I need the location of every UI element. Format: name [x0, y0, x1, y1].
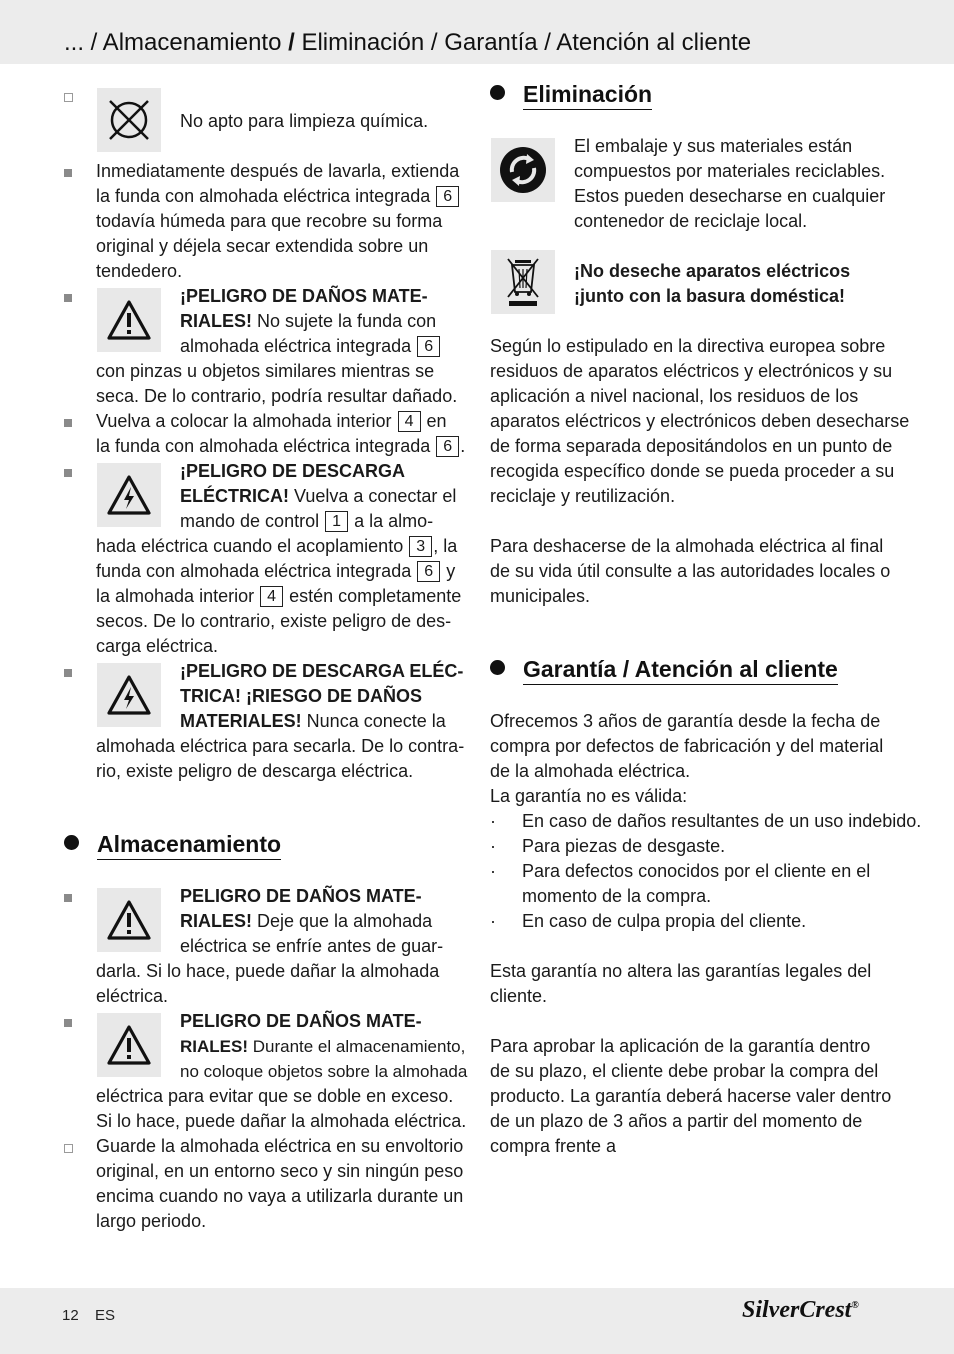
warning-line: almohada eléctrica para secarla. De lo contra- [96, 736, 465, 756]
language-code: ES [95, 1307, 116, 1324]
title-part-storage: ... / Almacenamiento [64, 29, 282, 56]
exclusion-marker: · [490, 836, 496, 856]
proof-line: Para aprobar la aplicación de la garantía dentro [490, 1036, 871, 1056]
warranty-line: La garantía no es válida: [490, 786, 688, 806]
square-bullet [64, 169, 72, 177]
exclusion-item: En caso de culpa propia del cliente. [522, 911, 807, 931]
warning-line: MATERIALES! Nunca conecte la [180, 711, 446, 731]
hollow-bullet [64, 1144, 73, 1153]
paragraph-line: largo periodo. [96, 1211, 207, 1231]
section-heading-warranty: Garantía / Atención al cliente [490, 654, 838, 684]
end-of-life-line: Para deshacerse de la almohada eléctrica al final [490, 536, 884, 556]
page-header [0, 0, 954, 64]
warranty-line: Ofrecemos 3 años de garantía desde la fecha de [490, 711, 881, 731]
paragraph-line: tendedero. [96, 261, 183, 281]
exclusion-marker: · [490, 861, 496, 881]
page-title [64, 27, 751, 59]
warning-line: ¡PELIGRO DE DAÑOS MATE- [180, 286, 428, 306]
proof-line: compra frente a [490, 1136, 617, 1156]
exclusion-marker: · [490, 911, 496, 931]
warning-line: ¡PELIGRO DE DESCARGA ELÉC- [180, 661, 464, 681]
directive-line: residuos de aparatos eléctricos y electrónicos y su [490, 361, 893, 381]
electric-hazard-icon [97, 463, 161, 527]
part-number-badge: 6 [436, 436, 459, 457]
paragraph-line: original, en un entorno seco y sin ningún peso [96, 1161, 464, 1181]
proof-line: de un plazo de 3 años a partir del momento de [490, 1111, 863, 1131]
directive-line: de forma separada depositándolos en un punto de [490, 436, 893, 456]
square-bullet [64, 469, 72, 477]
warning-line: mando de control 1 a la almo- [180, 511, 434, 531]
proof-line: producto. La garantía deberá hacerse valer dentro [490, 1086, 892, 1106]
section-heading-storage: Almacenamiento [64, 829, 281, 859]
warning-line: almohada eléctrica integrada 6 [180, 334, 441, 359]
hollow-bullet [64, 93, 73, 102]
exclusion-item: momento de la compra. [522, 886, 712, 906]
page-footer [0, 1288, 954, 1354]
heading-bullet-dot [490, 85, 505, 100]
recycle-text-line: contenedor de reciclaje local. [574, 211, 808, 231]
paragraph-line: original y déjela secar extendida sobre un [96, 236, 429, 256]
no-dry-clean-text: No apto para limpieza química. [180, 111, 429, 131]
paragraph-line: Inmediatamente después de lavarla, extienda [96, 161, 460, 181]
electric-hazard-icon [97, 663, 161, 727]
paragraph-line: Vuelva a colocar la almohada interior 4 en [96, 411, 447, 431]
directive-line: recogida específico donde se pueda proceder a su [490, 461, 895, 481]
warning-line: hada eléctrica cuando el acoplamiento 3 , la [96, 536, 458, 556]
warning-line: eléctrica. [96, 986, 169, 1006]
square-bullet [64, 419, 72, 427]
square-bullet [64, 894, 72, 902]
warning-triangle-icon [97, 288, 161, 352]
warning-line: TRICA! ¡RIESGO DE DAÑOS [180, 686, 423, 706]
heading-bullet-dot [490, 660, 505, 675]
part-number-badge: 3 [409, 536, 432, 557]
warning-line: Si lo hace, puede dañar la almohada eléctrica. [96, 1111, 467, 1131]
warranty-line: de la almohada eléctrica. [490, 761, 691, 781]
warning-line: la almohada interior 4 estén completamente [96, 586, 462, 606]
warning-line: carga eléctrica. [96, 636, 219, 656]
warning-line: ELÉCTRICA! Vuelva a conectar el [180, 486, 457, 506]
part-number-badge: 4 [260, 586, 283, 607]
recycle-text-line: Estos pueden desecharse en cualquier [574, 186, 886, 206]
part-number-badge: 4 [398, 411, 421, 432]
proof-line: de su plazo, el cliente debe probar la compra del [490, 1061, 879, 1081]
no-dry-clean-icon [97, 88, 161, 152]
square-bullet [64, 1019, 72, 1027]
warning-line: RIALES! Deje que la almohada [180, 911, 433, 931]
end-of-life-line: de su vida útil consulte a las autoridades locales o [490, 561, 891, 581]
warning-line: ¡PELIGRO DE DESCARGA [180, 461, 406, 481]
weee-warning-line: ¡junto con la basura doméstica! [574, 286, 846, 306]
square-bullet [64, 669, 72, 677]
paragraph-line: encima cuando no vaya a utilizarla durante un [96, 1186, 464, 1206]
paragraph-line: la funda con almohada eléctrica integrada 6 . [96, 436, 466, 456]
heading-bullet-dot [64, 835, 79, 850]
page-number: 12 [62, 1307, 79, 1324]
paragraph-line: todavía húmeda para que recobre su forma [96, 211, 443, 231]
weee-warning-line: ¡No deseche aparatos eléctricos [574, 261, 851, 281]
exclusion-marker: · [490, 811, 496, 831]
recycle-text-line: El embalaje y sus materiales están [574, 136, 853, 156]
exclusion-item: Para piezas de desgaste. [522, 836, 726, 856]
directive-line: aparatos eléctricos y electrónicos deben desecharse [490, 411, 910, 431]
legal-line: Esta garantía no altera las garantías legales del [490, 961, 872, 981]
paragraph-line: Guarde la almohada eléctrica en su envoltorio [96, 1136, 464, 1156]
recycling-green-dot-icon [491, 138, 555, 202]
warning-line: PELIGRO DE DAÑOS MATE- [180, 1011, 422, 1031]
directive-line: Según lo estipulado en la directiva europea sobre [490, 336, 886, 356]
directive-line: reciclaje y reutilización. [490, 486, 676, 506]
paragraph-line: la funda con almohada eléctrica integrada 6 [96, 184, 460, 209]
brand-logo: SilverCrest® [742, 1297, 859, 1323]
warning-line: seca. De lo contrario, podría resultar dañado. [96, 386, 458, 406]
warning-line: eléctrica para evitar que se doble en exceso. [96, 1086, 454, 1106]
warning-line: rio, existe peligro de descarga eléctrica. [96, 761, 414, 781]
warning-triangle-icon [97, 1013, 161, 1077]
warning-line: PELIGRO DE DAÑOS MATE- [180, 886, 422, 906]
warning-line: con pinzas u objetos similares mientras se [96, 361, 435, 381]
end-of-life-line: municipales. [490, 586, 591, 606]
warning-line: eléctrica se enfríe antes de guar- [180, 936, 444, 956]
exclusion-item: En caso de daños resultantes de un uso indebido. [522, 811, 922, 831]
part-number-badge: 6 [436, 186, 459, 207]
warning-line: RIALES! No sujete la funda con [180, 311, 437, 331]
section-heading-disposal: Eliminación [490, 79, 652, 109]
weee-crossed-bin-icon [491, 250, 555, 314]
warranty-line: compra por defectos de fabricación y del material [490, 736, 884, 756]
part-number-badge: 6 [417, 561, 440, 582]
title-bold-slash: / [288, 29, 295, 56]
recycle-text-line: compuestos por materiales reciclables. [574, 161, 886, 181]
directive-line: aplicación a nivel nacional, los residuos de los [490, 386, 859, 406]
part-number-badge: 6 [417, 336, 440, 357]
warning-line: RIALES! Durante el almacenamiento, [180, 1037, 466, 1056]
warning-line: no coloque objetos sobre la almohada [180, 1062, 468, 1081]
warning-line: funda con almohada eléctrica integrada 6 y [96, 561, 456, 581]
warning-line: secos. De lo contrario, existe peligro de des- [96, 611, 452, 631]
legal-line: cliente. [490, 986, 548, 1006]
warning-triangle-icon [97, 888, 161, 952]
square-bullet [64, 294, 72, 302]
exclusion-item: Para defectos conocidos por el cliente en el [522, 861, 871, 881]
warning-line: darla. Si lo hace, puede dañar la almohada [96, 961, 440, 981]
title-part-rest: Eliminación / Garantía / Atención al cliente [301, 29, 752, 56]
part-number-badge: 1 [325, 511, 348, 532]
